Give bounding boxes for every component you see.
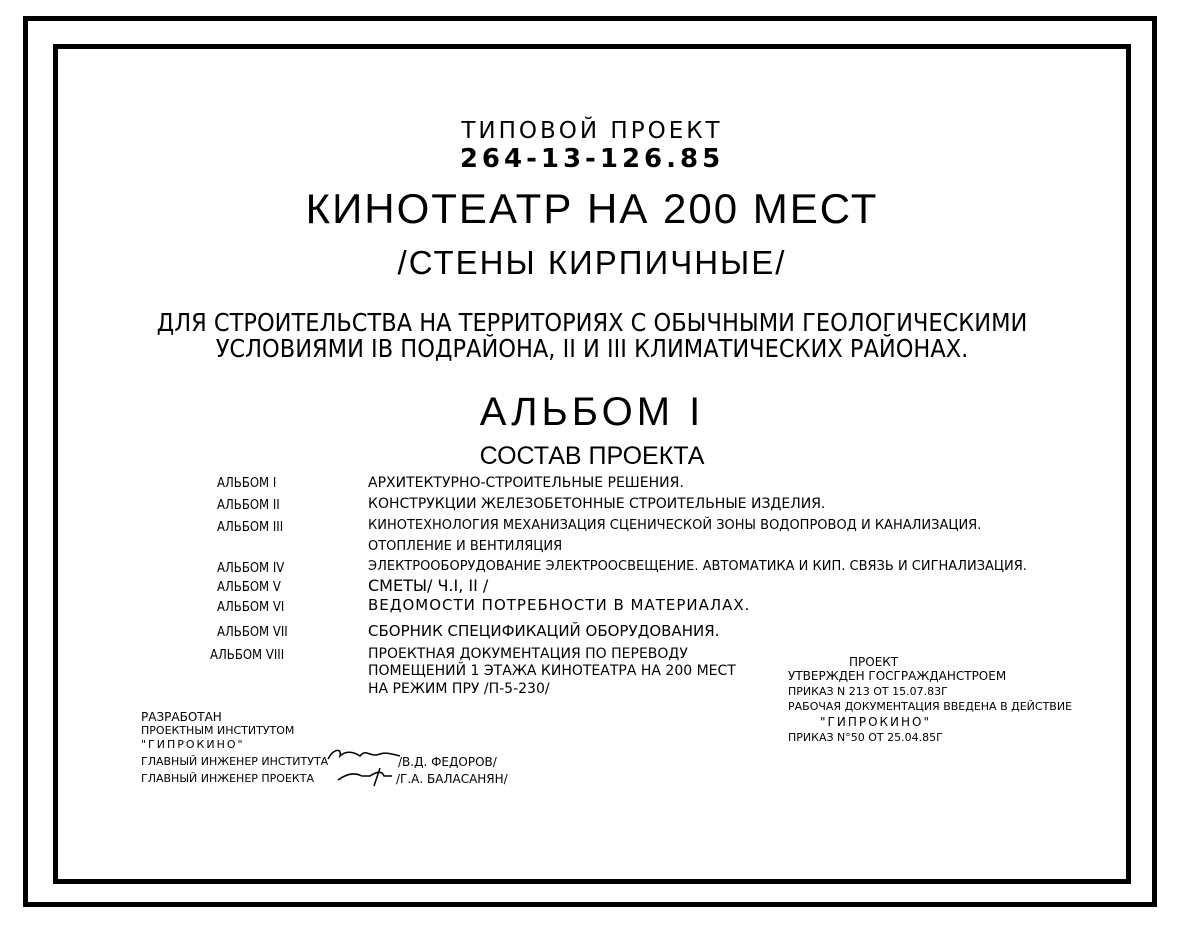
album-code: АЛЬБОМ VI: [217, 600, 285, 615]
approval-line: УТВЕРЖДЕН ГОСГРАЖДАНСТРОЕМ: [788, 669, 1007, 683]
album-code: АЛЬБОМ VII: [217, 625, 288, 640]
signature-fedorov: [326, 744, 402, 766]
album-desc: СМЕТЫ/ Ч.I, II /: [368, 576, 489, 595]
album-desc: КИНОТЕХНОЛОГИЯ МЕХАНИЗАЦИЯ СЦЕНИЧЕСКОЙ ЗОНЫ ВОДОПРОВОД И КАНАЛИЗАЦИЯ.: [368, 518, 982, 533]
approval-line: РАБОЧАЯ ДОКУМЕНТАЦИЯ ВВЕДЕНА В ДЕЙСТВИЕ: [788, 700, 1073, 713]
album-desc: ЭЛЕКТРООБОРУДОВАНИЕ ЭЛЕКТРООСВЕЩЕНИЕ. АВТОМАТИКА И КИП. СВЯЗЬ И СИГНАЛИЗАЦИЯ.: [368, 559, 1027, 574]
album-desc-continued: ПОМЕЩЕНИЙ 1 ЭТАЖА КИНОТЕАТРА НА 200 МЕСТ: [368, 663, 736, 679]
approval-line: ПРИКАЗ N°50 ОТ 25.04.85Г: [788, 731, 943, 744]
developer-line: "ГИПРОКИНО": [141, 738, 245, 751]
project-number: 264-13-126.85: [459, 144, 725, 174]
purpose-line-2: УСЛОВИЯМИ IB ПОДРАЙОНА, II И III КЛИМАТИЧЕСКИХ РАЙОНАХ.: [215, 334, 969, 363]
album-desc: ПРОЕКТНАЯ ДОКУМЕНТАЦИЯ ПО ПЕРЕВОДУ: [368, 646, 688, 662]
page-title: КИНОТЕАТР НА 200 МЕСТ: [305, 185, 879, 232]
album-desc-continued: ОТОПЛЕНИЕ И ВЕНТИЛЯЦИЯ: [368, 539, 563, 554]
album-code: АЛЬБОМ III: [217, 520, 284, 535]
album-code: АЛЬБОМ II: [217, 498, 280, 513]
approval-line: ПРОЕКТ: [849, 655, 899, 669]
developer-line: РАЗРАБОТАН: [141, 710, 222, 724]
album-code: АЛЬБОМ VIII: [210, 648, 285, 663]
album-desc: ВЕДОМОСТИ ПОТРЕБНОСТИ В МАТЕРИАЛАХ.: [368, 596, 751, 614]
chief-project-name: /Г.А. БАЛАСАНЯН/: [396, 772, 508, 786]
album-code: АЛЬБОМ V: [217, 580, 281, 595]
album-desc: КОНСТРУКЦИИ ЖЕЛЕЗОБЕТОННЫЕ СТРОИТЕЛЬНЫЕ ИЗДЕЛИЯ.: [368, 496, 826, 512]
chief-institute-label: ГЛАВНЫЙ ИНЖЕНЕР ИНСТИТУТА: [141, 755, 329, 768]
purpose-line-1: ДЛЯ СТРОИТЕЛЬСТВА НА ТЕРРИТОРИЯХ С ОБЫЧНЫМИ ГЕОЛОГИЧЕСКИМИ: [156, 308, 1028, 337]
album-desc: АРХИТЕКТУРНО-СТРОИТЕЛЬНЫЕ РЕШЕНИЯ.: [368, 475, 684, 491]
composition-title: СОСТАВ ПРОЕКТА: [479, 442, 705, 470]
approval-line: ПРИКАЗ N 213 ОТ 15.07.83Г: [788, 685, 948, 698]
chief-project-label: ГЛАВНЫЙ ИНЖЕНЕР ПРОЕКТА: [141, 772, 314, 785]
developer-line: ПРОЕКТНЫМ ИНСТИТУТОМ: [141, 724, 295, 737]
album-desc-continued: НА РЕЖИМ ПРУ /П-5-230/: [368, 681, 550, 697]
approval-line: "ГИПРОКИНО": [820, 715, 932, 729]
chief-institute-name: /В.Д. ФЕДОРОВ/: [398, 755, 497, 769]
album-code: АЛЬБОМ I: [217, 476, 277, 491]
album-desc: СБОРНИК СПЕЦИФИКАЦИЙ ОБОРУДОВАНИЯ.: [368, 622, 720, 640]
project-label: ТИПОВОЙ ПРОЕКТ: [461, 118, 723, 144]
signature-balasanyan: [336, 766, 400, 788]
album-code: АЛЬБОМ IV: [217, 561, 285, 576]
album-heading: АЛЬБОМ I: [479, 390, 705, 434]
subtitle: /СТЕНЫ КИРПИЧНЫЕ/: [397, 244, 787, 281]
